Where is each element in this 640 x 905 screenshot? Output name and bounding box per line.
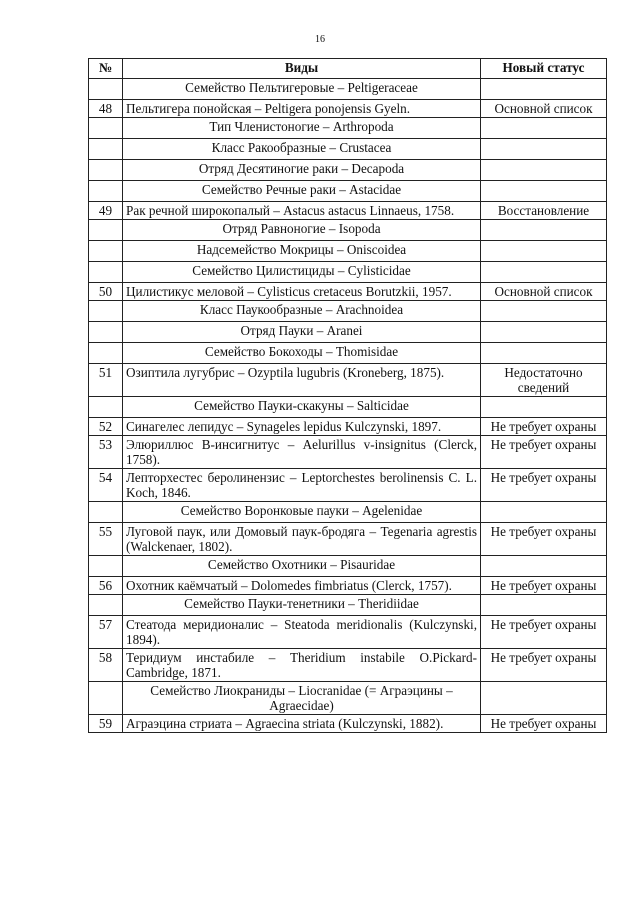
number-cell-empty — [89, 241, 123, 262]
taxon-name: Надсемейство Мокрицы – Oniscoidea — [123, 241, 481, 262]
taxon-name: Класс Ракообразные – Crustacea — [123, 139, 481, 160]
number-cell-empty — [89, 79, 123, 100]
status-cell-empty — [481, 322, 607, 343]
species-name: Элюриллюс В-инсигнитус – Aelurillus v-insignitus (Clerck, 1758). — [123, 436, 481, 469]
species-name: Пельтигера понойская – Peltigera ponojensis Gyeln. — [123, 100, 481, 118]
taxon-name: Семейство Воронковые пауки – Agelenidae — [123, 502, 481, 523]
species-name: Охотник каёмчатый – Dolomedes fimbriatus (Clerck, 1757). — [123, 577, 481, 595]
species-row — [89, 100, 607, 118]
species-row — [89, 523, 607, 556]
species-status: Не требует охраны — [481, 469, 607, 502]
taxon-name: Семейство Бокоходы – Thomisidae — [123, 343, 481, 364]
species-name: Рак речной широкопалый – Astacus astacus Linnaeus, 1758. — [123, 202, 481, 220]
species-number: 48 — [89, 100, 123, 118]
species-row — [89, 577, 607, 595]
number-cell-empty — [89, 322, 123, 343]
species-name: Аграэцина стриата – Agraecina striata (Kulczynski, 1882). — [123, 715, 481, 733]
status-cell-empty — [481, 241, 607, 262]
status-cell-empty — [481, 262, 607, 283]
number-cell-empty — [89, 160, 123, 181]
species-status: Основной список — [481, 283, 607, 301]
species-name: Стеатода меридионалис – Steatoda meridionalis (Kulczynski, 1894). — [123, 616, 481, 649]
number-cell-empty — [89, 181, 123, 202]
number-cell-empty — [89, 301, 123, 322]
taxon-row — [89, 397, 607, 418]
taxon-row — [89, 322, 607, 343]
taxon-name: Отряд Десятиногие раки – Decapoda — [123, 160, 481, 181]
species-status: Не требует охраны — [481, 523, 607, 556]
number-cell-empty — [89, 262, 123, 283]
status-cell-empty — [481, 181, 607, 202]
table-body — [89, 79, 607, 733]
species-table — [88, 58, 607, 733]
species-row — [89, 364, 607, 397]
species-row — [89, 202, 607, 220]
taxon-name: Семейство Цилистициды – Cylisticidae — [123, 262, 481, 283]
status-cell-empty — [481, 79, 607, 100]
number-cell-empty — [89, 682, 123, 715]
species-number: 59 — [89, 715, 123, 733]
number-cell-empty — [89, 118, 123, 139]
taxon-row — [89, 241, 607, 262]
status-cell-empty — [481, 301, 607, 322]
number-cell-empty — [89, 556, 123, 577]
taxon-row — [89, 556, 607, 577]
species-status: Не требует охраны — [481, 577, 607, 595]
header-number: № — [89, 59, 123, 79]
taxon-row — [89, 343, 607, 364]
taxon-row — [89, 262, 607, 283]
species-status: Не требует охраны — [481, 418, 607, 436]
species-status: Недостаточно сведений — [481, 364, 607, 397]
taxon-row — [89, 301, 607, 322]
taxon-row — [89, 139, 607, 160]
taxon-name: Семейство Пауки-тенетники – Theridiidae — [123, 595, 481, 616]
species-number: 57 — [89, 616, 123, 649]
species-name: Синагелес лепидус – Synageles lepidus Kulczynski, 1897. — [123, 418, 481, 436]
status-cell-empty — [481, 556, 607, 577]
taxon-row — [89, 220, 607, 241]
taxon-name: Отряд Пауки – Aranei — [123, 322, 481, 343]
species-row — [89, 436, 607, 469]
species-status: Не требует охраны — [481, 616, 607, 649]
status-cell-empty — [481, 220, 607, 241]
taxon-name: Семейство Пауки-скакуны – Salticidae — [123, 397, 481, 418]
taxon-row — [89, 181, 607, 202]
status-cell-empty — [481, 595, 607, 616]
status-cell-empty — [481, 397, 607, 418]
species-status: Основной список — [481, 100, 607, 118]
header-species: Виды — [123, 59, 481, 79]
number-cell-empty — [89, 139, 123, 160]
page-number: 16 — [315, 34, 325, 45]
species-number: 50 — [89, 283, 123, 301]
species-name: Озиптила лугубрис – Ozyptila lugubris (Kroneberg, 1875). — [123, 364, 481, 397]
table-header-row — [89, 59, 607, 79]
species-status: Не требует охраны — [481, 649, 607, 682]
taxon-name: Отряд Равноногие – Isopoda — [123, 220, 481, 241]
header-status: Новый статус — [481, 59, 607, 79]
taxon-row — [89, 118, 607, 139]
species-number: 52 — [89, 418, 123, 436]
species-status: Восстановление — [481, 202, 607, 220]
species-name: Теридиум инстабиле – Theridium instabile O.Pickard-Cambridge, 1871. — [123, 649, 481, 682]
taxon-row — [89, 595, 607, 616]
status-cell-empty — [481, 118, 607, 139]
number-cell-empty — [89, 502, 123, 523]
number-cell-empty — [89, 220, 123, 241]
species-row — [89, 418, 607, 436]
species-row — [89, 283, 607, 301]
taxon-row — [89, 502, 607, 523]
taxon-name: Семейство Лиокраниды – Liocranidae (= Аграэцины – Agraecidae) — [123, 682, 481, 715]
species-row — [89, 649, 607, 682]
status-cell-empty — [481, 160, 607, 181]
status-cell-empty — [481, 502, 607, 523]
species-row — [89, 616, 607, 649]
species-status: Не требует охраны — [481, 436, 607, 469]
taxon-name: Семейство Пельтигеровые – Peltigeraceae — [123, 79, 481, 100]
taxon-row — [89, 79, 607, 100]
species-name: Цилистикус меловой – Cylisticus cretaceus Borutzkii, 1957. — [123, 283, 481, 301]
status-cell-empty — [481, 682, 607, 715]
species-number: 55 — [89, 523, 123, 556]
taxon-name: Семейство Охотники – Pisauridae — [123, 556, 481, 577]
number-cell-empty — [89, 397, 123, 418]
species-row — [89, 715, 607, 733]
species-number: 51 — [89, 364, 123, 397]
species-status: Не требует охраны — [481, 715, 607, 733]
species-number: 58 — [89, 649, 123, 682]
taxon-name: Семейство Речные раки – Astacidae — [123, 181, 481, 202]
taxon-name: Тип Членистоногие – Arthropoda — [123, 118, 481, 139]
taxon-row — [89, 682, 607, 715]
species-number: 56 — [89, 577, 123, 595]
number-cell-empty — [89, 343, 123, 364]
species-row — [89, 469, 607, 502]
status-cell-empty — [481, 139, 607, 160]
taxon-row — [89, 160, 607, 181]
species-name: Луговой паук, или Домовый паук-бродяга – Tegenaria agrestis (Walckenaer, 1802). — [123, 523, 481, 556]
species-name: Лепторхестес беролинензис – Leptorchestes berolinensis C. L. Koch, 1846. — [123, 469, 481, 502]
species-number: 54 — [89, 469, 123, 502]
status-cell-empty — [481, 343, 607, 364]
number-cell-empty — [89, 595, 123, 616]
species-number: 49 — [89, 202, 123, 220]
species-number: 53 — [89, 436, 123, 469]
taxon-name: Класс Паукообразные – Arachnoidea — [123, 301, 481, 322]
